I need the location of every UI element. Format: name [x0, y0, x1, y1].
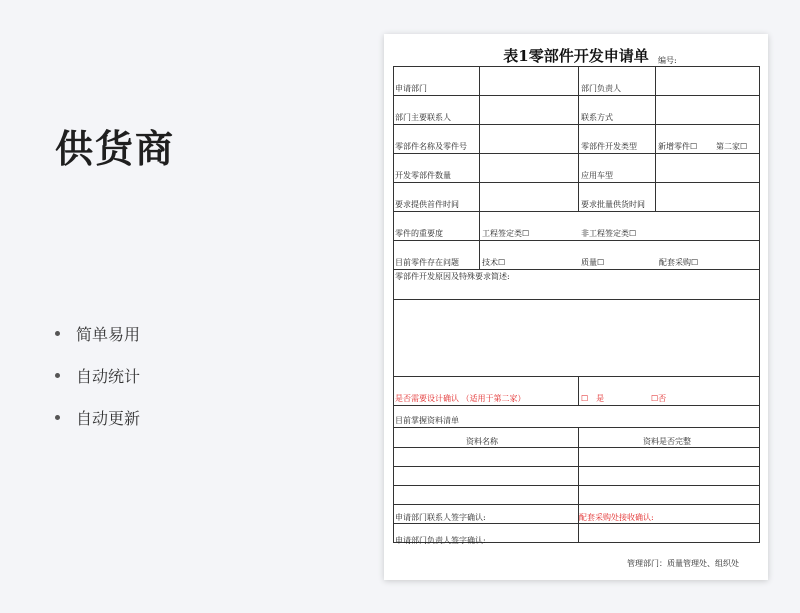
row-divider [393, 523, 760, 524]
checkbox-no[interactable]: ☐否 [651, 394, 667, 403]
label-first-sample-time: 要求提供首件时间 [395, 200, 459, 209]
purchase-sign-label: 配套采购处接收确认: [579, 513, 654, 522]
feature-item [55, 354, 140, 396]
row-divider [393, 299, 760, 300]
row-divider [393, 240, 760, 241]
row-divider [393, 95, 760, 96]
label-contact-method: 联系方式 [581, 113, 613, 122]
header-material-name: 资料名称 [466, 437, 498, 446]
page-title: 供货商 [55, 127, 176, 171]
label-dev-reason: 零部件开发原因及特殊要求简述: [395, 272, 510, 281]
row-divider [393, 66, 760, 67]
column-divider [578, 427, 579, 543]
row-divider [393, 405, 760, 406]
column-divider [393, 66, 394, 543]
bullet-icon [55, 373, 60, 378]
label-materials-list: 目前掌握资料清单 [395, 416, 459, 425]
checkbox-eng-sign[interactable]: 工程签定类☐ [482, 229, 530, 238]
row-divider [393, 466, 760, 467]
row-divider [393, 211, 760, 212]
label-vehicle: 应用车型 [581, 171, 613, 180]
row-divider [393, 376, 760, 377]
row-divider [393, 182, 760, 183]
column-divider [479, 66, 480, 211]
column-divider [655, 66, 656, 211]
feature-item [55, 396, 140, 438]
contact-sign-label: 申请部门联系人签字确认: [395, 513, 486, 522]
feature-label: 简单易用 [76, 324, 141, 344]
feature-label: 自动统计 [76, 366, 141, 386]
label-dev-type: 零部件开发类型 [581, 142, 637, 151]
label-importance: 零件的重要度 [395, 229, 443, 238]
row-divider [393, 504, 760, 505]
checkbox-supply[interactable]: 配套采购☐ [659, 258, 699, 267]
form-table [393, 66, 760, 512]
label-dept-head: 部门负责人 [581, 84, 621, 93]
label-problem: 目前零件存在问题 [395, 258, 459, 267]
column-divider [759, 66, 760, 543]
checkbox-quality[interactable]: 质量☐ [581, 258, 605, 267]
bullet-icon [55, 415, 60, 420]
column-divider [578, 376, 579, 405]
header-material-complete: 资料是否完整 [643, 437, 691, 446]
label-batch-time: 要求批量供货时间 [581, 200, 645, 209]
row-divider [393, 447, 760, 448]
label-dev-qty: 开发零部件数量 [395, 171, 451, 180]
row-divider [393, 124, 760, 125]
manager-dept-label: 管理部门：质量管理处、组织处 [627, 559, 739, 568]
label-design-confirm: 是否需要设计确认 （适用于第二家） [395, 394, 526, 403]
feature-list [55, 312, 140, 438]
checkbox-new-part[interactable]: 新增零件☐ [658, 142, 698, 151]
label-applicant-dept: 申请部门 [395, 84, 427, 93]
checkbox-tech[interactable]: 技术☐ [482, 258, 506, 267]
feature-item [55, 312, 140, 354]
row-divider [393, 269, 760, 270]
form-number-label: 编号: [658, 56, 677, 65]
label-dept-contact: 部门主要联系人 [395, 113, 451, 122]
head-sign-label: 申请部门负责人签字确认: [395, 536, 486, 545]
column-divider [479, 211, 480, 269]
checkbox-yes[interactable]: ☐ 是 [581, 394, 605, 403]
label-part-name: 零部件名称及零件号 [395, 142, 467, 151]
checkbox-non-eng-sign[interactable]: 非工程签定类☐ [581, 229, 637, 238]
feature-label: 自动更新 [76, 408, 141, 428]
bullet-icon [55, 331, 60, 336]
form-document [384, 34, 768, 580]
column-divider [578, 66, 579, 211]
row-divider [393, 427, 760, 428]
row-divider [393, 153, 760, 154]
form-title: 表1零部件开发申请单 [503, 47, 649, 65]
row-divider [393, 485, 760, 486]
checkbox-second-source[interactable]: 第二家☐ [716, 142, 748, 151]
